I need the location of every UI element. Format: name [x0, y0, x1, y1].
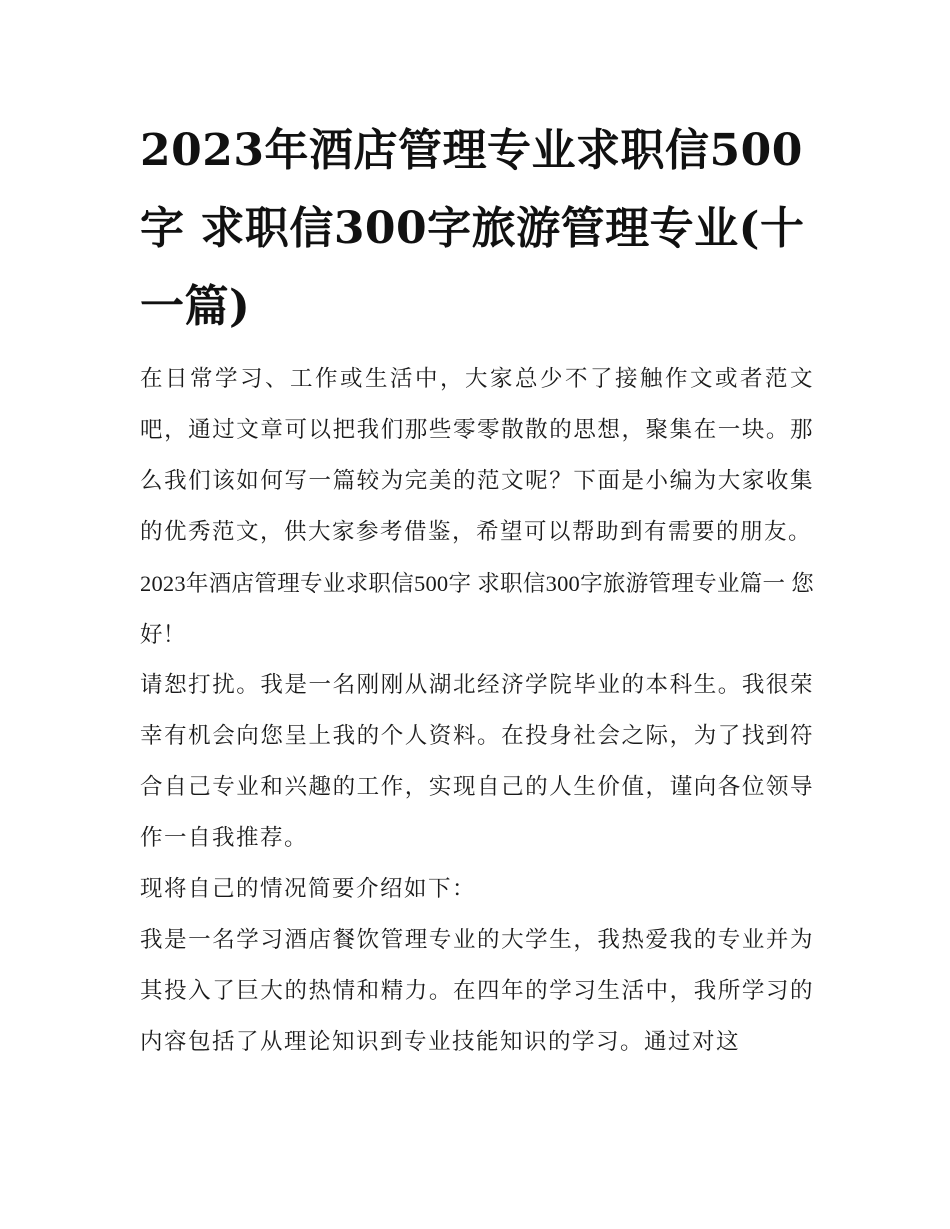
body-paragraph: 请恕打扰。我是一名刚刚从湖北经济学院毕业的本科生。我很荣幸有机会向您呈上我的个人资料。在投身社会之际，为了找到符合自己专业和兴趣的工作，实现自己的人生价值，谨向各位领导作一自我推荐。 — [140, 672, 814, 851]
document-body — [140, 112, 814, 1068]
body-paragraph: 现将自己的情况简要介绍如下： — [140, 876, 477, 902]
body-paragraph: 我是一名学习酒店餐饮管理专业的大学生，我热爱我的专业并为其投入了巨大的热情和精力。在四年的学习生活中，我所学习的内容包括了从理论知识到专业技能知识的学习。通过对这 — [140, 927, 814, 1055]
intro-paragraph: 在日常学习、工作或生活中，大家总少不了接触作文或者范文吧，通过文章可以把我们那些零零散散的思想，聚集在一块。那么我们该如何写一篇较为完美的范文呢？下面是小编为大家收集的优秀范文，供大家参考借鉴，希望可以帮助到有需要的朋友。 — [140, 366, 814, 545]
section-heading-paragraph: 2023年酒店管理专业求职信500字 求职信300字旅游管理专业篇一 您好！ — [140, 571, 814, 647]
document-title: 2023年酒店管理专业求职信500字 求职信300字旅游管理专业(十一篇) — [140, 125, 805, 332]
